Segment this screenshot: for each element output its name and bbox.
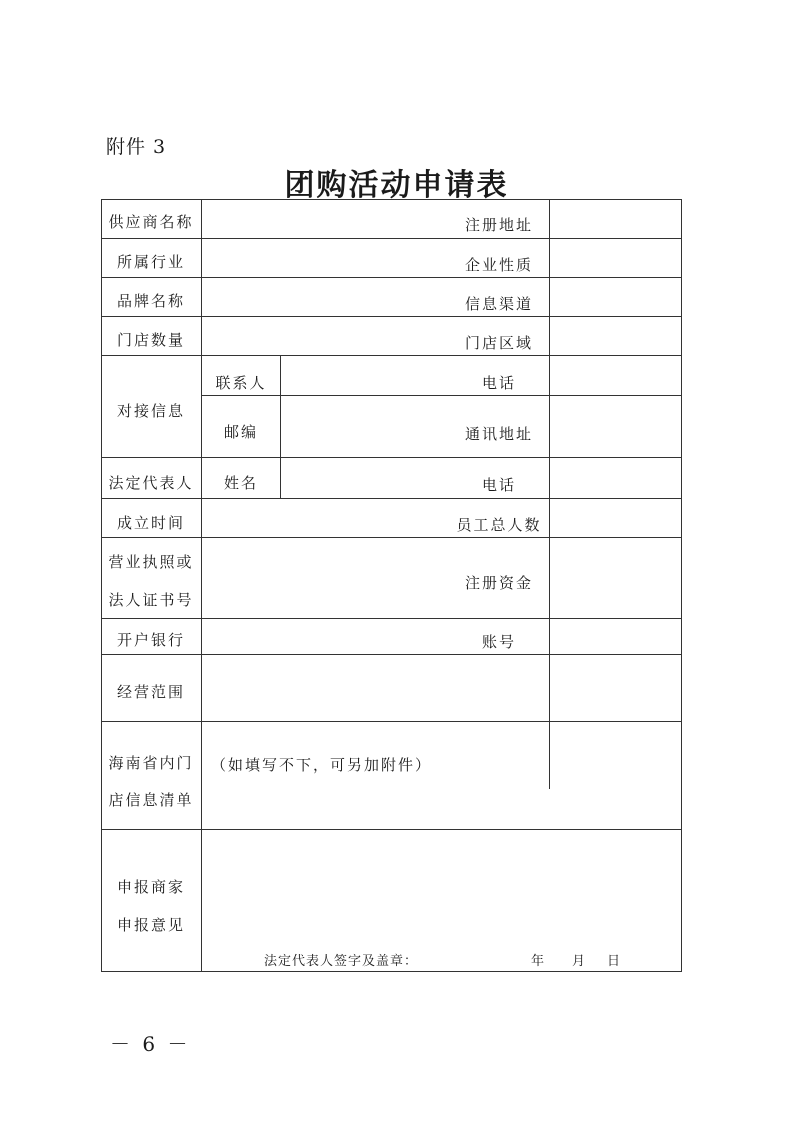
stores-note: （如填写不下，可另加附件） — [211, 756, 433, 774]
grid-line — [101, 721, 682, 722]
label-enterprise-type: 企业性质 — [464, 256, 533, 274]
label-brand-name: 品牌名称 — [116, 292, 185, 310]
label-license-line1: 营业执照或 — [108, 553, 194, 571]
month-label: 月 — [572, 954, 587, 969]
label-contact-info: 对接信息 — [116, 402, 185, 420]
label-stores-line1: 海南省内门 — [108, 754, 194, 772]
label-legal-rep: 法定代表人 — [108, 474, 194, 492]
attachment-label: 附件 3 — [106, 136, 167, 158]
label-store-count: 门店数量 — [116, 331, 185, 349]
grid-line — [101, 618, 682, 619]
day-label: 日 — [607, 954, 622, 969]
label-contact-person: 联系人 — [215, 374, 267, 392]
grid-line — [201, 199, 202, 971]
label-supplier-name: 供应商名称 — [108, 213, 194, 231]
label-bank: 开户银行 — [116, 631, 185, 649]
grid-line — [201, 395, 682, 396]
label-name: 姓名 — [223, 474, 258, 492]
label-registered-capital: 注册资金 — [464, 574, 533, 592]
label-opinion-line2: 申报意见 — [116, 916, 185, 934]
label-business-scope: 经营范围 — [116, 683, 185, 701]
grid-line — [101, 654, 682, 655]
label-industry: 所属行业 — [116, 253, 185, 271]
form-border — [101, 199, 682, 972]
application-form — [101, 199, 682, 972]
label-phone-2: 电话 — [481, 476, 516, 494]
label-account: 账号 — [481, 633, 516, 651]
grid-line — [101, 277, 682, 278]
label-founded: 成立时间 — [116, 514, 185, 532]
label-opinion-line1: 申报商家 — [116, 878, 185, 896]
label-postcode: 邮编 — [223, 423, 258, 441]
grid-line — [101, 316, 682, 317]
label-mailing-address: 通讯地址 — [464, 425, 533, 443]
label-registered-address: 注册地址 — [464, 216, 533, 234]
year-label: 年 — [531, 954, 546, 969]
grid-line — [101, 829, 682, 830]
grid-line — [549, 199, 550, 654]
grid-line — [101, 238, 682, 239]
grid-line — [101, 498, 682, 499]
signature-label: 法定代表人签字及盖章： — [264, 954, 419, 969]
label-phone: 电话 — [481, 374, 516, 392]
label-license-line2: 法人证书号 — [108, 591, 194, 609]
grid-line — [549, 732, 550, 789]
label-stores-line2: 店信息清单 — [108, 791, 194, 809]
grid-line — [101, 457, 682, 458]
page-number: － 6 － — [110, 1032, 191, 1056]
grid-line — [101, 537, 682, 538]
label-info-channel: 信息渠道 — [464, 295, 533, 313]
label-store-region: 门店区域 — [464, 334, 533, 352]
grid-line — [101, 355, 682, 356]
page-title: 团购活动申请表 — [284, 168, 509, 203]
label-employees: 员工总人数 — [456, 516, 542, 534]
